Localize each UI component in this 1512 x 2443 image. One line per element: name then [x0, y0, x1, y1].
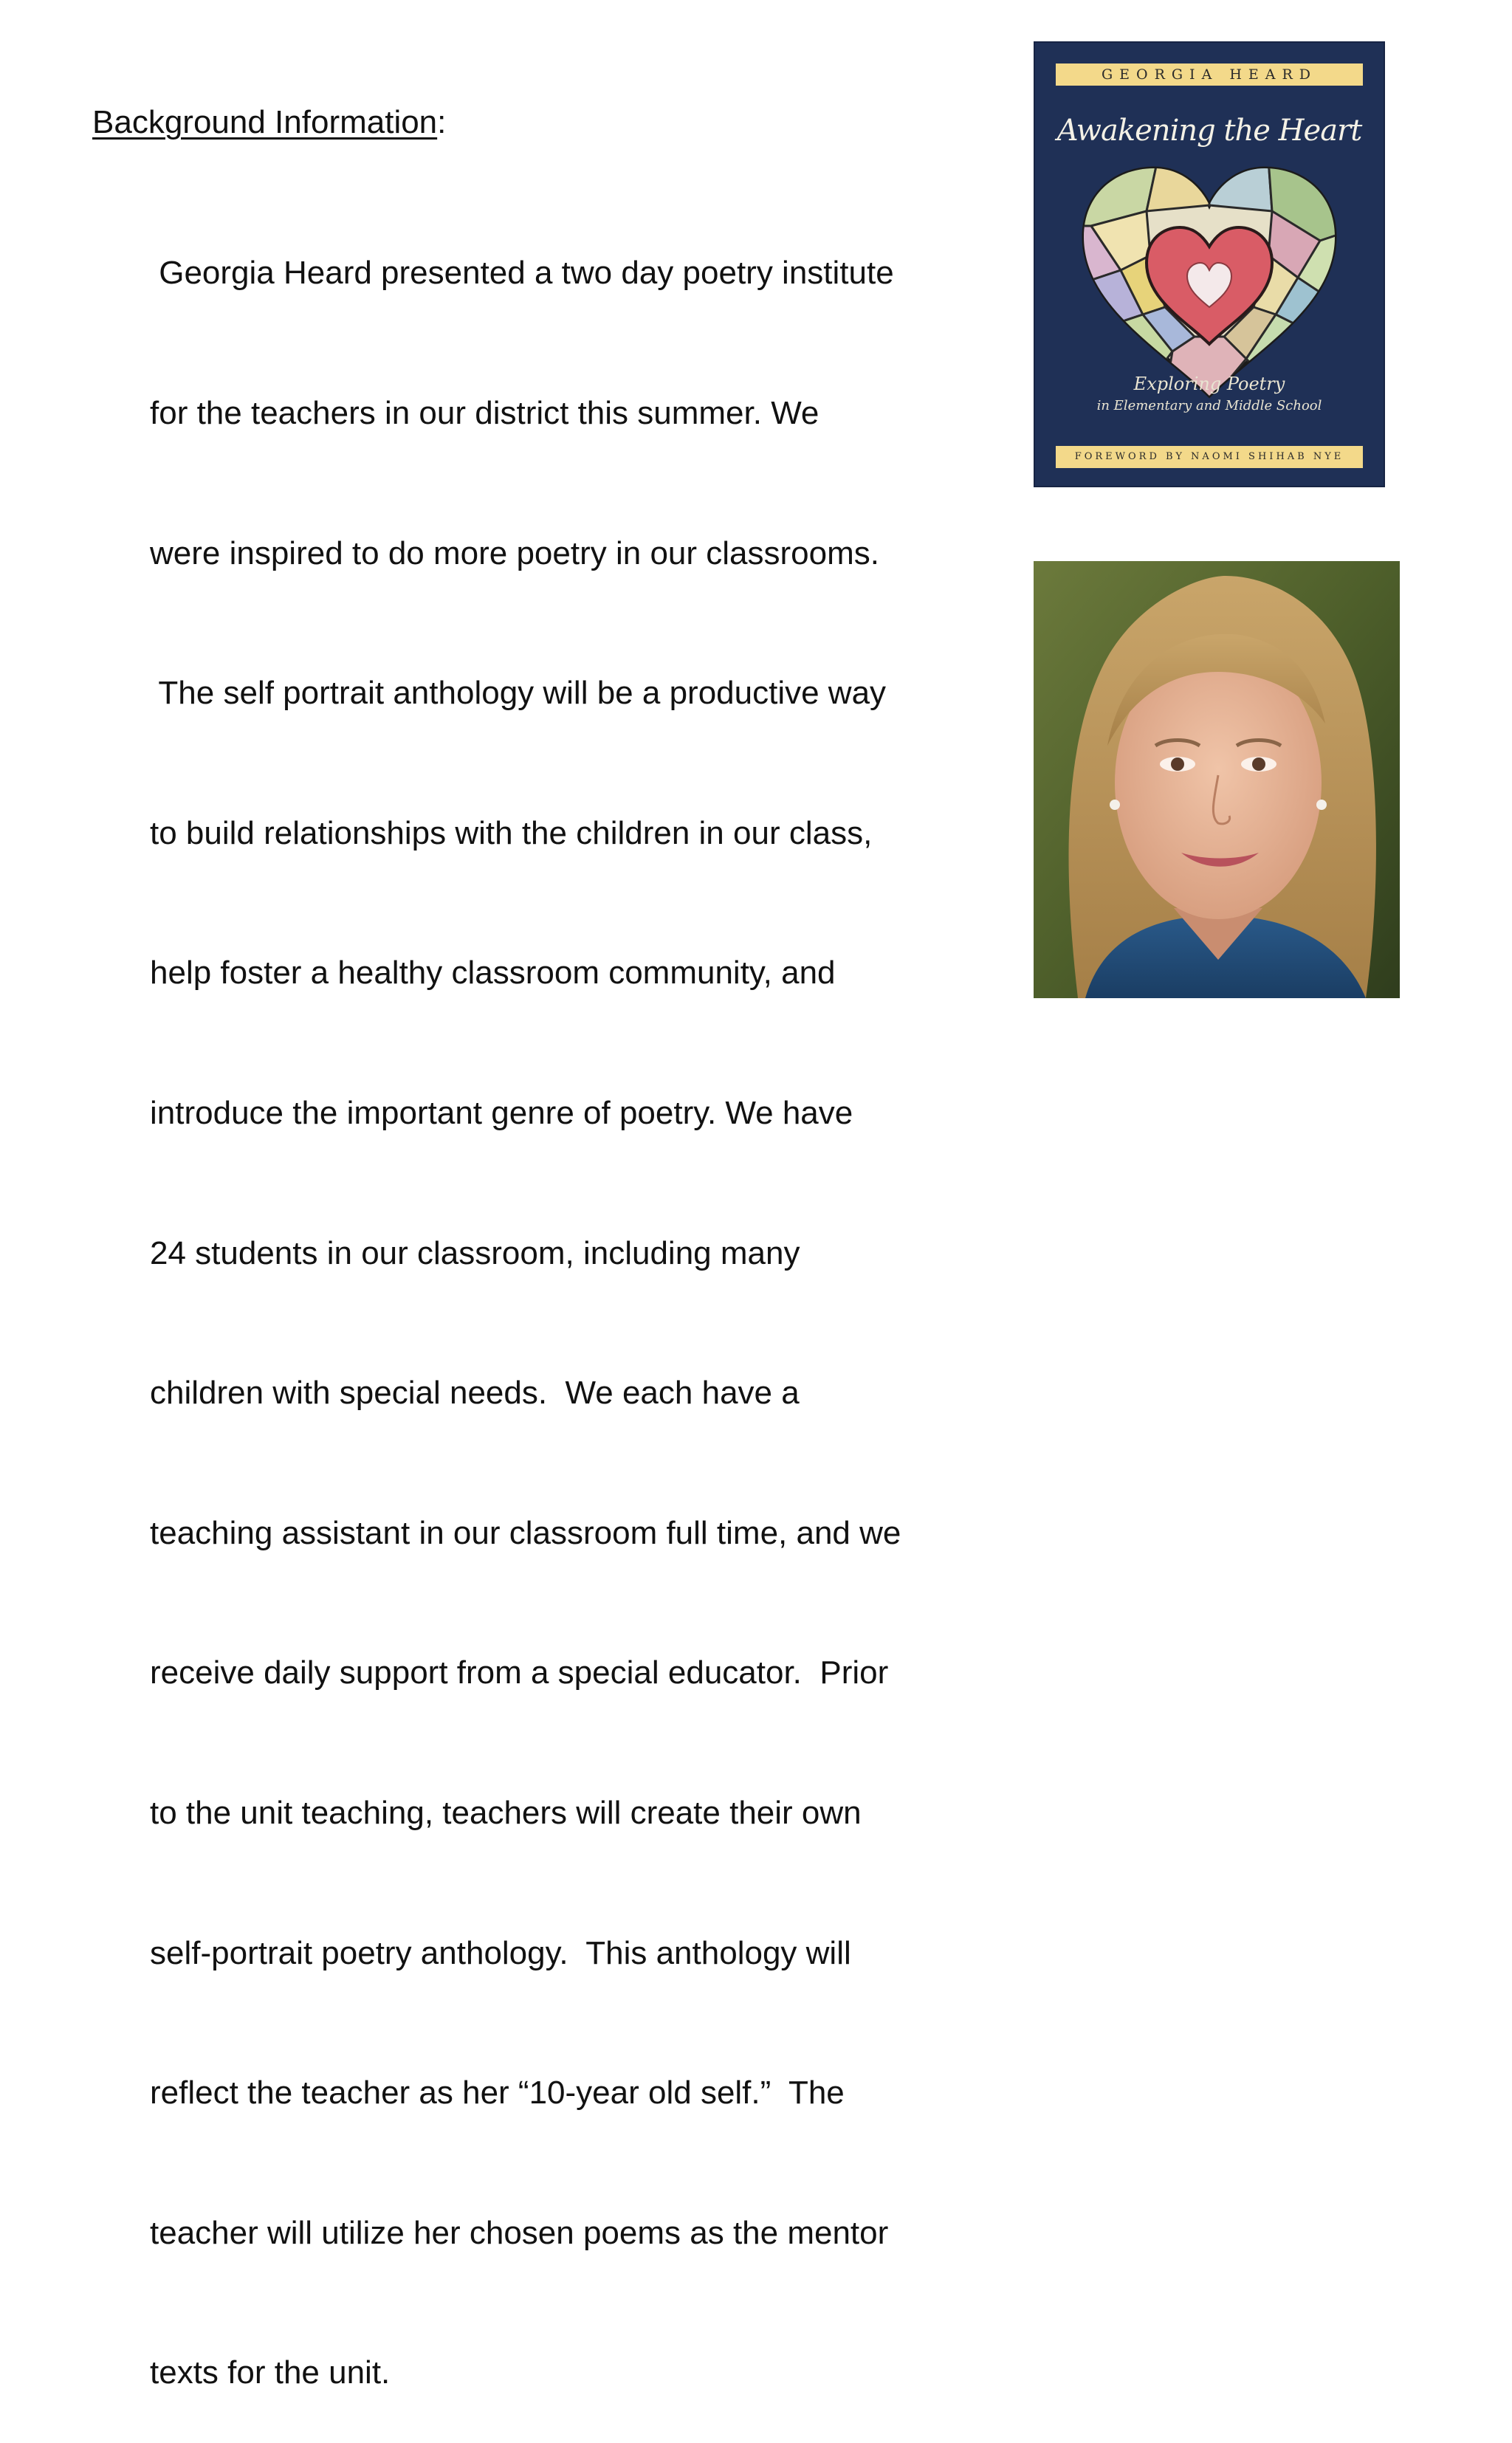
book-title: Awakening the Heart [1056, 114, 1362, 148]
paragraph-line: help foster a healthy classroom community, and [150, 955, 836, 992]
paragraph-line: for the teachers in our district this summer. We [150, 395, 819, 431]
book-foreword-band: FOREWORD BY NAOMI SHIHAB NYE [1056, 446, 1363, 468]
section-heading [92, 102, 446, 143]
heart-mosaic-icon [1076, 159, 1342, 403]
paragraph-line: teaching assistant in our classroom full time, and we [150, 1514, 901, 1551]
paragraph-line: teacher will utilize her chosen poems as the mentor [150, 2214, 889, 2251]
paragraph-line: Georgia Heard presented a two day poetry institute [150, 255, 894, 292]
paragraph-line: texts for the unit. [150, 2354, 391, 2391]
paragraph-line: receive daily support from a special educator. Prior [150, 1655, 889, 1691]
paragraph-line: self-portrait poetry anthology. This anthology will [150, 1934, 851, 1971]
paragraph-line: to build relationships with the children in our class, [150, 814, 873, 851]
paragraph-line: 24 students in our classroom, including many [150, 1234, 800, 1271]
paragraph-line: to the unit teaching, teachers will create their own [150, 1794, 862, 1831]
paragraph-line: introduce the important genre of poetry. We have [150, 1094, 853, 1131]
paragraph-line: reflect the teacher as her “10-year old self.” The [150, 2075, 845, 2112]
section-heading-colon: : [437, 104, 447, 140]
book-subtitle-line2: in Elementary and Middle School [1096, 398, 1322, 413]
book-cover-image [1034, 41, 1385, 487]
book-subtitle-line1: Exploring Poetry [1133, 374, 1285, 394]
paragraph-line: children with special needs. We each have a [150, 1375, 800, 1412]
background-paragraph [150, 157, 977, 2443]
paragraph-line: were inspired to do more poetry in our classrooms. [150, 535, 879, 571]
paragraph-line: The self portrait anthology will be a productive way [150, 675, 887, 712]
section-heading-title: Background Information [92, 104, 438, 140]
book-author-band: GEORGIA HEARD [1056, 63, 1363, 86]
portrait-photo [1034, 561, 1400, 998]
